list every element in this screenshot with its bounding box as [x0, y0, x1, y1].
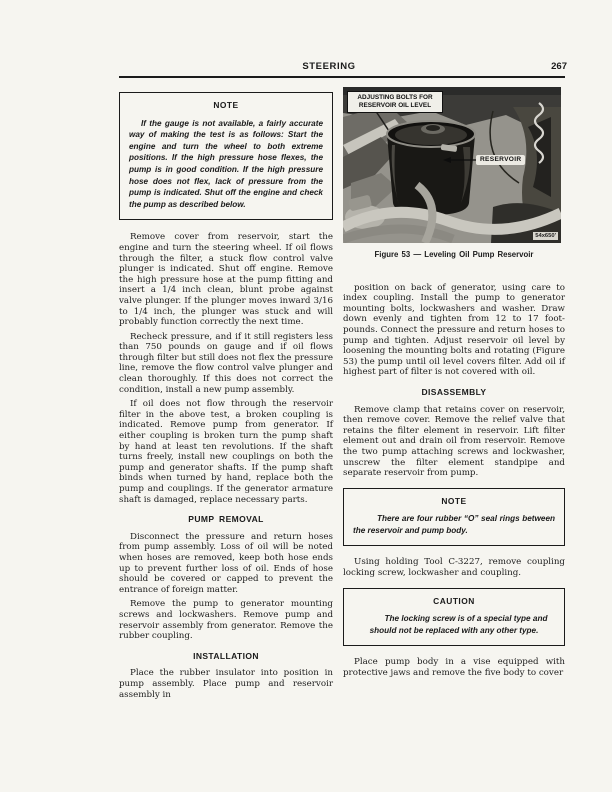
right-column	[343, 87, 565, 683]
paragraph: Using holding Tool C-3227, remove coupling locking screw, lockwasher and coupling.	[343, 557, 565, 579]
photo-callout-adjusting-bolts: ADJUSTING BOLTS FOR RESERVOIR OIL LEVEL	[347, 91, 443, 113]
photo-reference-code: 54x650'	[535, 233, 556, 239]
paragraph: Remove cover from reservoir, start the engine and turn the steering wheel. If oil flows through the filter, a stuck flow control valve plunger is indicated. Shut off engine. Remove the high pressure hose at the pump fitting and insert a 1/4 inch clean, blunt probe against valve plunger. If the plunger moves inward 3/16 to 1/4 inch, the plunger was stuck and will probably function correctly the next time.	[119, 232, 333, 328]
note-box	[343, 488, 565, 547]
figure-caption: Figure 53 — Leveling Oil Pump Reservoir	[374, 250, 534, 259]
note-box	[119, 92, 333, 220]
page-number: 267	[551, 61, 567, 72]
section-heading-installation: INSTALLATION	[193, 650, 259, 661]
note-heading: NOTE	[441, 495, 467, 506]
page-title: STEERING	[302, 61, 356, 72]
note-body: If the gauge is not available, a fairly accurate way of making the test is as follows: Start the engine and turn the wheel to both extreme positions. If the high pressure hose flexes, the pump is in good condition. If the high pressure hose does not flex, lack of pressure from the pump is indicated. Shut off the engine and check the pump as described below.	[129, 118, 323, 209]
paragraph: Place the rubber insulator into position in pump assembly. Place pump and reservoir assembly in	[119, 668, 333, 700]
left-column	[119, 90, 333, 704]
paragraph: Disconnect the pressure and return hoses from pump assembly. Loss of oil will be noted when hoses are removed, keep both hose ends up to prevent further loss of oil. Ends of hose should be covered or capped to prevent the entrance of foreign matter.	[119, 531, 333, 595]
paragraph: Remove the pump to generator mounting screws and lockwashers. Remove pump and reservoir assembly from generator. Remove the rubber coupling.	[119, 599, 333, 642]
section-heading-pump-removal: PUMP REMOVAL	[188, 514, 264, 525]
paragraph: If oil does not flow through the reservoir filter in the above test, a broken coupling is indicated. Remove pump from generator. If either coupling is broken turn the pump shaft by hand at least ten revolutions. If the shaft turns freely, install new couplings on both the pump and generator shafts. If the pump shaft binds when turned by hand, replace both the pump and couplings. If the generator armature shaft is damaged, replace necessary parts.	[119, 399, 333, 505]
photo-callout-reservoir: RESERVOIR	[476, 155, 525, 165]
header-rule	[119, 76, 565, 78]
paragraph: position on back of generator, using care to index coupling. Install the pump to generator mounting bolts, lockwashers and washer. Draw down evenly and tighten from 12 to 17 foot-pounds. Connect the pressure and return hoses to pump and tighten. Adjust reservoir oil level by loosening the mounting bolts and rotating (Figure 53) the pump until oil level covers filter. Add oil if highest part of filter is not covered with oil.	[343, 282, 565, 378]
section-heading-disassembly: DISASSEMBLY	[421, 386, 487, 397]
paragraph: Recheck pressure, and if it still registers less than 750 pounds on gauge and if oil flows through filter but still does not flex the pressure line, remove the flow control valve plunger and clean thoroughly. If this does not correct the condition, install a new pump assembly.	[119, 331, 333, 395]
figure-photo	[343, 87, 561, 243]
caution-box	[343, 588, 565, 647]
paragraph: Remove clamp that retains cover on reservoir, then remove cover. Remove the relief valve that retains the filter element in reservoir. Lift filter element out and drain oil from reservoir. Remove the two pump attaching screws and lockwasher, unscrew the filter element standpipe and separate reservoir from pump.	[343, 404, 565, 479]
note-heading: NOTE	[213, 100, 239, 110]
paragraph: Place pump body in a vise equipped with protective jaws and remove the five body to cover	[343, 657, 565, 679]
reservoir-arrow-icon	[442, 155, 478, 165]
caution-body: The locking screw is of a special type and should not be replaced with any other type.	[369, 614, 548, 635]
caution-heading: CAUTION	[433, 595, 475, 606]
note-body: There are four rubber “O” seal rings between the reservoir and pump body.	[353, 514, 555, 535]
